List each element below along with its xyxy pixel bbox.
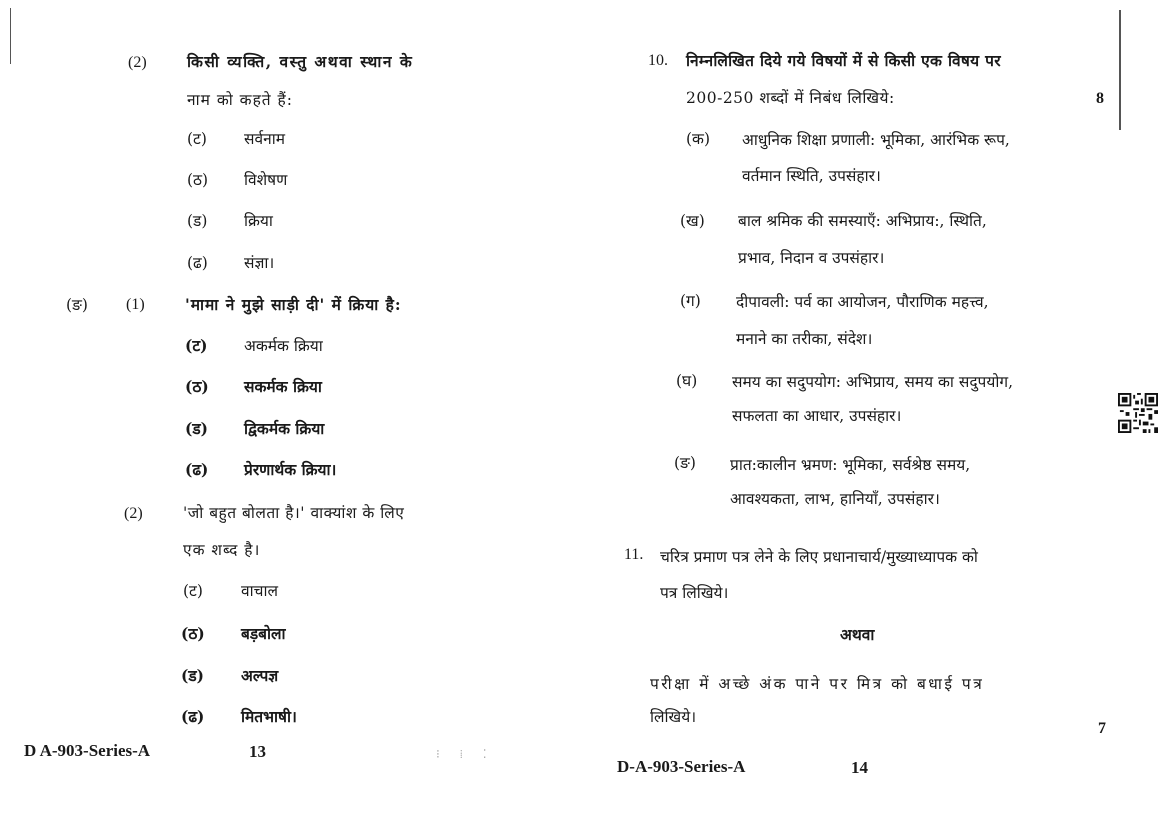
topic-text: आवश्यकता, लाभ, हानियाँ, उपसंहार। bbox=[730, 490, 940, 508]
topic-text: आधुनिक शिक्षा प्रणाली: भूमिका, आरंभिक रूप, bbox=[742, 131, 1010, 149]
question-text: परीक्षा में अच्छे अंक पाने पर मित्र को बधाई पत्र bbox=[650, 675, 985, 693]
topic-label: (ङ) bbox=[674, 454, 696, 472]
topic-text: मनाने का तरीका, संदेश। bbox=[736, 330, 873, 348]
topic-text: प्रभाव, निदान व उपसंहार। bbox=[738, 249, 885, 267]
option-text: अल्पज्ञ bbox=[241, 666, 279, 685]
question-text: पत्र लिखिये। bbox=[660, 584, 729, 602]
question-text: 'मामा ने मुझे साड़ी दी' में क्रिया है: bbox=[185, 295, 402, 314]
topic-text: वर्तमान स्थिति, उपसंहार। bbox=[742, 167, 881, 185]
option-text: द्विकर्मक क्रिया bbox=[244, 419, 325, 438]
topic-text: बाल श्रमिक की समस्याएँ: अभिप्राय:, स्थिति, bbox=[738, 212, 987, 230]
qr-code-icon bbox=[1118, 393, 1158, 433]
option-label: (ट) bbox=[183, 582, 203, 600]
option-label: (ड) bbox=[187, 212, 208, 230]
option-text: सकर्मक क्रिया bbox=[244, 377, 322, 396]
option-label: (ढ) bbox=[181, 707, 205, 726]
scan-edge-line-right bbox=[1119, 10, 1121, 130]
question-text: 'जो बहुत बोलता है।' वाक्यांश के लिए bbox=[183, 504, 405, 522]
page-footer-series: D A-903-Series-A bbox=[24, 741, 151, 760]
scan-edge-line-left bbox=[10, 8, 11, 64]
option-text: अकर्मक क्रिया bbox=[244, 337, 323, 355]
topic-text: प्रात:कालीन भ्रमण: भूमिका, सर्वश्रेष्ठ समय, bbox=[730, 456, 971, 474]
option-label: (ढ) bbox=[185, 460, 209, 479]
option-label: (ट) bbox=[187, 130, 207, 148]
topic-label: (घ) bbox=[676, 372, 698, 390]
topic-text: सफलता का आधार, उपसंहार। bbox=[732, 407, 902, 425]
question-text: नाम को कहते हैं: bbox=[187, 91, 294, 109]
question-text: 200-250 शब्दों में निबंध लिखिये: bbox=[686, 89, 895, 107]
question-text: एक शब्द है। bbox=[183, 541, 261, 559]
option-label: (ट) bbox=[185, 336, 208, 355]
option-label: (ठ) bbox=[181, 624, 205, 643]
option-label: (ठ) bbox=[185, 377, 209, 396]
question-text: निम्नलिखित दिये गये विषयों में से किसी एक विषय पर bbox=[686, 51, 1001, 70]
scan-marks: ⁝ ⁞ ⁚ bbox=[436, 747, 495, 761]
or-separator: अथवा bbox=[840, 625, 875, 644]
question-text: लिखिये। bbox=[650, 708, 697, 726]
topic-label: (ख) bbox=[680, 212, 705, 230]
option-text: मितभाषी। bbox=[241, 707, 297, 726]
option-label: (ड) bbox=[181, 666, 204, 685]
option-text: बड़बोला bbox=[241, 624, 286, 643]
option-label: (ड) bbox=[185, 419, 208, 438]
page-number: 13 bbox=[249, 742, 266, 761]
question-number: (2) bbox=[124, 505, 143, 522]
question-number: 10. bbox=[648, 52, 668, 69]
section-label: (ङ) bbox=[66, 296, 88, 314]
marks: 7 bbox=[1098, 720, 1106, 737]
option-text: विशेषण bbox=[244, 171, 288, 189]
question-text: किसी व्यक्ति, वस्तु अथवा स्थान के bbox=[187, 52, 414, 71]
option-label: (ठ) bbox=[187, 171, 209, 189]
option-text: संज्ञा। bbox=[244, 254, 275, 272]
option-text: वाचाल bbox=[241, 582, 278, 600]
topic-label: (ग) bbox=[680, 292, 701, 310]
question-number: (1) bbox=[126, 296, 145, 313]
option-text: क्रिया bbox=[244, 212, 273, 230]
page-footer-series: D-A-903-Series-A bbox=[617, 757, 746, 776]
option-text: सर्वनाम bbox=[244, 130, 285, 148]
topic-label: (क) bbox=[686, 130, 710, 148]
topic-text: दीपावली: पर्व का आयोजन, पौराणिक महत्त्व, bbox=[736, 293, 989, 311]
topic-text: समय का सदुपयोग: अभिप्राय, समय का सदुपयोग, bbox=[732, 373, 1014, 391]
question-number: 11. bbox=[624, 546, 644, 563]
page-number: 14 bbox=[851, 758, 868, 777]
question-text: चरित्र प्रमाण पत्र लेने के लिए प्रधानाचार्य/मुख्याध्यापक को bbox=[660, 548, 978, 566]
option-text: प्रेरणार्थक क्रिया। bbox=[244, 460, 337, 479]
marks: 8 bbox=[1096, 90, 1104, 107]
option-label: (ढ) bbox=[187, 254, 208, 272]
question-number: (2) bbox=[128, 54, 147, 71]
